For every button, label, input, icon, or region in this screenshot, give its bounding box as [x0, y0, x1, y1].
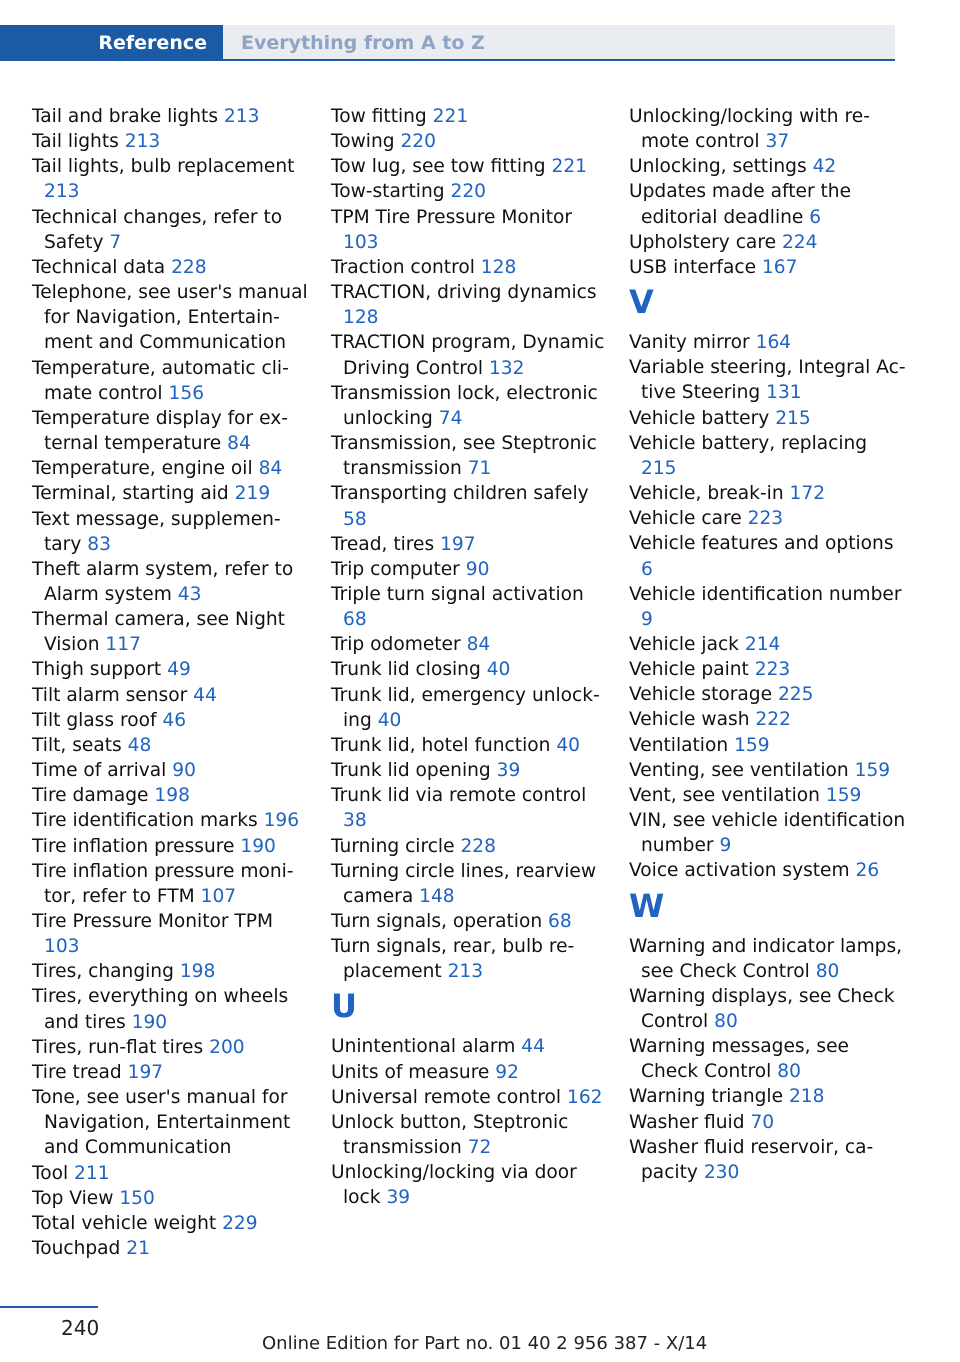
page-link[interactable]: 228	[171, 256, 207, 278]
index-term: Turn signals, operation	[331, 911, 543, 932]
index-term: Updates made after the editorial deadline	[629, 181, 852, 228]
page-link[interactable]: 74	[438, 407, 463, 429]
index-entry	[32, 859, 310, 909]
index-entry	[629, 531, 907, 581]
page-link[interactable]: 117	[105, 634, 141, 656]
index-entry	[629, 733, 907, 758]
page-link[interactable]: 7	[109, 231, 122, 253]
page-link[interactable]: 215	[641, 457, 677, 479]
page-link[interactable]: 214	[744, 633, 781, 655]
page-link[interactable]: 150	[119, 1187, 155, 1209]
page-link[interactable]: 198	[179, 961, 216, 983]
index-term: Ventilation	[629, 734, 729, 756]
page-link[interactable]: 38	[343, 810, 367, 832]
index-term: Units of measure	[331, 1061, 490, 1083]
index-entry	[629, 1034, 907, 1084]
index-term: Tire inflation pressure	[32, 835, 235, 857]
index-term: Temperature, automatic climate control	[32, 357, 289, 404]
index-term: Tires, everything on wheels and tires	[32, 986, 289, 1033]
index-entry	[629, 481, 907, 506]
page-link[interactable]: 46	[162, 709, 187, 731]
index-entry	[331, 280, 609, 330]
index-entry	[331, 532, 609, 557]
index-term: Washer fluid reservoir, capacity	[629, 1136, 874, 1183]
index-term: Tire damage	[32, 785, 149, 807]
index-entry	[32, 280, 310, 355]
index-entry	[629, 758, 907, 783]
page-link[interactable]: 80	[714, 1011, 738, 1032]
index-column-3	[629, 104, 907, 1185]
page-link[interactable]: 80	[777, 1061, 801, 1083]
page-link[interactable]: 9	[719, 835, 732, 857]
index-term: Trip odometer	[331, 634, 461, 656]
index-entry	[331, 758, 609, 783]
index-term: Technical changes, refer to Safety	[32, 206, 283, 253]
index-term: Vehicle identification number	[629, 583, 902, 605]
page-link[interactable]: 83	[87, 533, 111, 555]
index-term: Trunk lid via remote control	[331, 785, 587, 807]
index-term: Tow lug, see tow fitting	[331, 156, 546, 178]
page-link[interactable]: 225	[777, 684, 814, 706]
index-entry	[629, 179, 907, 229]
index-term: Washer fluid	[629, 1111, 745, 1133]
page-link[interactable]: 70	[750, 1111, 775, 1133]
index-term: Tail lights	[32, 131, 119, 153]
index-term: Transmission lock, electronic unlocking	[331, 382, 598, 429]
index-term: Vehicle features and options	[629, 533, 894, 555]
page-link[interactable]: 103	[343, 231, 379, 253]
page-link[interactable]: 26	[855, 860, 880, 882]
index-entry	[629, 255, 907, 280]
index-term: Vehicle paint	[629, 659, 749, 681]
page-link[interactable]: 223	[747, 508, 784, 530]
index-term: Tone, see user's manual for Navigation, Entertainment and Communication	[32, 1087, 291, 1159]
index-entry	[331, 934, 609, 984]
index-entry	[629, 783, 907, 808]
page-link[interactable]: 164	[755, 332, 792, 354]
page-link[interactable]: 128	[480, 256, 517, 278]
index-entry	[629, 330, 907, 355]
page-link[interactable]: 6	[809, 206, 822, 228]
footer-divider	[0, 1306, 98, 1308]
index-entry	[629, 808, 907, 858]
index-term: Trunk lid opening	[331, 760, 491, 782]
page-link[interactable]: 200	[209, 1036, 245, 1058]
index-term: Time of arrival	[32, 760, 167, 782]
index-entry	[32, 683, 310, 708]
index-term: Tread, tires	[331, 533, 435, 555]
index-entry	[629, 582, 907, 632]
index-entry	[629, 431, 907, 481]
index-term: Trunk lid closing	[331, 659, 481, 681]
index-entry	[629, 1110, 907, 1135]
page-number: 240	[61, 1316, 100, 1340]
index-entry	[32, 129, 310, 154]
index-term: Tires, run-flat tires	[32, 1036, 204, 1058]
index-column-1	[32, 104, 310, 1261]
index-entry	[629, 230, 907, 255]
page-link[interactable]: 40	[377, 709, 402, 731]
index-entry	[32, 557, 310, 607]
page-link[interactable]: 148	[419, 885, 455, 907]
index-entry	[629, 406, 907, 431]
page-link[interactable]: 159	[825, 784, 862, 806]
index-entry	[331, 330, 609, 380]
index-term: Vehicle battery, replacing	[629, 432, 868, 454]
index-term: Warning messages, see Check Control	[629, 1036, 849, 1083]
page-link[interactable]: 44	[193, 684, 217, 706]
page-link[interactable]: 223	[754, 659, 791, 681]
index-entry	[32, 255, 310, 280]
index-term: Vehicle jack	[629, 633, 739, 655]
index-term: Total vehicle weight	[32, 1212, 217, 1234]
index-term: Vehicle storage	[629, 684, 773, 706]
index-term: Vehicle battery	[629, 407, 770, 429]
index-term: Terminal, starting aid	[32, 483, 229, 505]
index-term: TRACTION, driving dynamics	[331, 282, 597, 304]
index-column-2	[331, 104, 609, 1211]
index-term: Tilt alarm sensor	[32, 684, 188, 706]
index-term: Tire Pressure Monitor TPM	[32, 911, 274, 932]
page-link[interactable]: 196	[263, 810, 300, 832]
page-link[interactable]: 84	[227, 433, 251, 455]
index-term: TPM Tire Pressure Monitor	[331, 206, 573, 228]
page-link[interactable]: 39	[386, 1187, 411, 1209]
page-link[interactable]: 172	[789, 483, 826, 505]
page-link[interactable]: 72	[467, 1137, 492, 1159]
index-term: Vehicle wash	[629, 709, 750, 731]
page-link[interactable]: 219	[234, 483, 271, 505]
index-entry	[32, 758, 310, 783]
index-term: Tow fitting	[331, 106, 427, 127]
index-entry	[331, 205, 609, 255]
page-link[interactable]: 71	[467, 458, 492, 480]
index-term: Theft alarm system, refer to Alarm system	[32, 558, 294, 605]
index-term: Tow-starting	[331, 181, 445, 203]
index-entry	[331, 1060, 609, 1085]
page-link[interactable]: 197	[440, 533, 476, 555]
index-entry	[32, 657, 310, 682]
index-term: Transmission, see Steptronic transmission	[331, 433, 597, 480]
index-term: Tire identification marks	[32, 810, 258, 832]
index-entry	[331, 909, 609, 934]
index-term: Text message, supplementary	[32, 508, 281, 555]
index-entry	[32, 1186, 310, 1211]
index-entry	[331, 179, 609, 204]
index-term: VIN, see vehicle identification number	[629, 810, 906, 857]
index-entry	[32, 783, 310, 808]
index-term: Upholstery care	[629, 231, 777, 253]
index-entry	[331, 1085, 609, 1110]
index-entry	[32, 1211, 310, 1236]
index-entry	[331, 582, 609, 632]
index-entry	[629, 682, 907, 707]
page-link[interactable]: 230	[703, 1161, 740, 1183]
page-link[interactable]: 68	[548, 911, 572, 932]
page-link[interactable]: 222	[755, 709, 791, 731]
index-term: Turning circle	[331, 835, 455, 857]
page-link[interactable]: 128	[343, 307, 379, 329]
page-link[interactable]: 197	[127, 1061, 164, 1083]
index-term: Tilt glass roof	[32, 709, 157, 731]
page-link[interactable]: 215	[775, 407, 811, 429]
page-link[interactable]: 221	[551, 156, 587, 178]
page-link[interactable]: 90	[465, 558, 490, 580]
page-link[interactable]: 68	[343, 609, 367, 631]
index-term: Temperature display for external temperature	[32, 407, 288, 455]
index-entry	[32, 154, 310, 204]
page-link[interactable]: 224	[781, 231, 818, 253]
index-term: Vanity mirror	[629, 332, 750, 354]
index-term: Warning triangle	[629, 1086, 784, 1108]
index-entry	[32, 834, 310, 859]
index-term: Tilt, seats	[32, 734, 122, 756]
page-link[interactable]: 37	[765, 131, 790, 153]
index-term: Trunk lid, emergency unlocking	[331, 684, 600, 731]
section-letter: W	[629, 886, 665, 925]
page-link[interactable]: 198	[154, 785, 190, 807]
page-link[interactable]: 40	[486, 659, 511, 681]
index-entry	[629, 1135, 907, 1185]
page-link[interactable]: 132	[488, 357, 525, 379]
index-entry	[32, 406, 310, 456]
index-term: Tire inflation pressure monitor, refer to FTM	[32, 860, 294, 907]
index-entry	[32, 607, 310, 657]
index-entry	[331, 129, 609, 154]
page-link[interactable]: 156	[168, 382, 205, 404]
index-entry	[331, 154, 609, 179]
page-link[interactable]: 167	[761, 256, 798, 278]
index-term: Tail and brake lights	[32, 106, 218, 127]
index-term: Thigh support	[32, 659, 162, 681]
index-entry	[331, 255, 609, 280]
index-term: Traction control	[331, 256, 475, 278]
page-link[interactable]: 213	[124, 131, 161, 153]
index-term: Venting, see ventilation	[629, 759, 849, 781]
index-entry	[331, 1110, 609, 1160]
page-link[interactable]: 90	[172, 760, 196, 782]
section-letter: U	[331, 987, 357, 1026]
page-link[interactable]: 131	[766, 382, 802, 404]
page-link[interactable]: 43	[177, 583, 202, 605]
index-term: Temperature, engine oil	[32, 458, 253, 480]
page-link[interactable]: 49	[167, 659, 191, 681]
page-link[interactable]: 218	[788, 1086, 825, 1108]
page-link[interactable]: 220	[450, 181, 486, 203]
page-link[interactable]: 42	[812, 156, 837, 178]
index-term: Triple turn signal activation	[331, 583, 584, 605]
page-link[interactable]: 44	[521, 1036, 545, 1058]
index-term: Towing	[331, 131, 395, 153]
section-letter: V	[629, 283, 654, 322]
index-entry	[32, 507, 310, 557]
page-link[interactable]: 228	[460, 835, 496, 857]
page-link[interactable]: 58	[343, 508, 367, 530]
index-entry	[331, 481, 609, 531]
index-entry	[32, 733, 310, 758]
index-term: Voice activation system	[629, 860, 850, 882]
index-term: Vent, see ventilation	[629, 784, 820, 806]
index-term: Unlock button, Steptronic transmission	[331, 1111, 569, 1159]
index-entry	[331, 1034, 609, 1059]
index-entry	[32, 1236, 310, 1261]
index-entry	[331, 557, 609, 582]
index-entry	[331, 783, 609, 833]
index-entry	[629, 984, 907, 1034]
index-term: Warning and indicator lamps, see Check Control	[629, 935, 903, 982]
page-link[interactable]: 220	[400, 131, 436, 153]
index-entry	[32, 1060, 310, 1085]
page-link[interactable]: 213	[223, 106, 260, 127]
edition-footer: Online Edition for Part no. 01 40 2 956 387 - X/14	[262, 1333, 708, 1354]
index-term: Universal remote control	[331, 1086, 562, 1108]
index-term: Variable steering, Integral Active Steering	[629, 357, 906, 404]
index-term: Tail lights, bulb replacement	[32, 156, 295, 178]
index-term: Technical data	[32, 256, 166, 278]
index-entry	[32, 1035, 310, 1060]
index-entry	[32, 909, 310, 959]
page-link[interactable]: 80	[815, 960, 840, 982]
page-link[interactable]: 162	[566, 1086, 603, 1108]
index-term: Turning circle lines, rearview camera	[331, 860, 597, 907]
index-term: Telephone, see user's manual for Navigation, Entertainment and Communication	[32, 282, 308, 354]
index-entry	[331, 381, 609, 431]
index-term: Tire tread	[32, 1061, 122, 1083]
index-term: Trip computer	[331, 558, 460, 580]
index-entry	[32, 959, 310, 984]
index-entry	[629, 104, 907, 154]
index-entry	[629, 934, 907, 984]
index-term: Unintentional alarm	[331, 1036, 516, 1058]
page-link[interactable]: 159	[734, 734, 770, 756]
page-link[interactable]: 229	[222, 1212, 258, 1234]
index-entry	[331, 431, 609, 481]
index-entry	[629, 154, 907, 179]
index-term: Thermal camera, see Night Vision	[32, 609, 285, 656]
page-link[interactable]: 103	[44, 936, 80, 958]
index-entry	[331, 733, 609, 758]
index-entry	[629, 657, 907, 682]
index-entry	[629, 506, 907, 531]
index-entry	[32, 481, 310, 506]
index-entry	[32, 456, 310, 481]
index-entry	[331, 632, 609, 657]
index-entry	[629, 858, 907, 883]
index-term: Tires, changing	[32, 961, 174, 983]
index-term: USB interface	[629, 256, 757, 278]
tab-everything-a-to-z[interactable]: Everything from A to Z	[241, 32, 485, 54]
index-entry	[32, 984, 310, 1034]
tab-reference[interactable]: Reference	[0, 25, 223, 61]
index-term: Vehicle care	[629, 508, 742, 530]
index-entry	[32, 104, 310, 129]
index-term: Unlocking/locking with remote control	[629, 106, 870, 153]
index-term: Warning displays, see Check Control	[629, 985, 895, 1032]
page-link[interactable]: 39	[496, 760, 521, 782]
index-entry	[629, 1084, 907, 1109]
index-entry	[331, 1160, 609, 1210]
index-term: TRACTION program, Dynamic Driving Control	[331, 332, 605, 379]
page-link[interactable]: 40	[556, 734, 580, 756]
index-entry	[331, 859, 609, 909]
index-term: Trunk lid, hotel function	[331, 734, 551, 756]
index-entry	[629, 632, 907, 657]
page-link[interactable]: 221	[432, 106, 469, 127]
index-term: Unlocking, settings	[629, 156, 807, 178]
page-link[interactable]: 213	[44, 181, 80, 203]
index-term: Unlocking/locking via door lock	[331, 1162, 577, 1209]
index-entry	[32, 356, 310, 406]
page-link[interactable]: 92	[495, 1061, 519, 1083]
index-term: Transporting children safely	[331, 483, 589, 505]
page-link[interactable]: 107	[200, 885, 237, 907]
index-entry	[32, 205, 310, 255]
index-entry	[32, 1161, 310, 1186]
index-entry	[331, 683, 609, 733]
page-link[interactable]: 48	[127, 734, 152, 756]
index-entry	[629, 707, 907, 732]
index-entry	[32, 708, 310, 733]
index-term: Top View	[32, 1187, 114, 1209]
page-link[interactable]: 213	[447, 961, 484, 983]
index-entry	[629, 355, 907, 405]
page-link[interactable]: 190	[240, 835, 276, 857]
index-term: Touchpad	[32, 1238, 121, 1260]
index-term: Tool	[32, 1162, 69, 1184]
index-entry	[331, 104, 609, 129]
page-link[interactable]: 84	[466, 634, 491, 656]
page-link[interactable]: 84	[258, 458, 283, 480]
index-entry	[331, 834, 609, 859]
page-link[interactable]: 21	[126, 1238, 150, 1260]
page-link[interactable]: 9	[641, 608, 653, 630]
index-term: Turn signals, rear, bulb replacement	[331, 936, 575, 983]
index-entry	[32, 808, 310, 833]
index-term: Vehicle, break-in	[629, 483, 784, 505]
page-link[interactable]: 190	[131, 1011, 168, 1033]
page-link[interactable]: 159	[854, 759, 891, 781]
page-link[interactable]: 6	[641, 558, 653, 580]
index-entry	[32, 1085, 310, 1160]
page-link[interactable]: 211	[74, 1162, 110, 1184]
index-entry	[331, 657, 609, 682]
